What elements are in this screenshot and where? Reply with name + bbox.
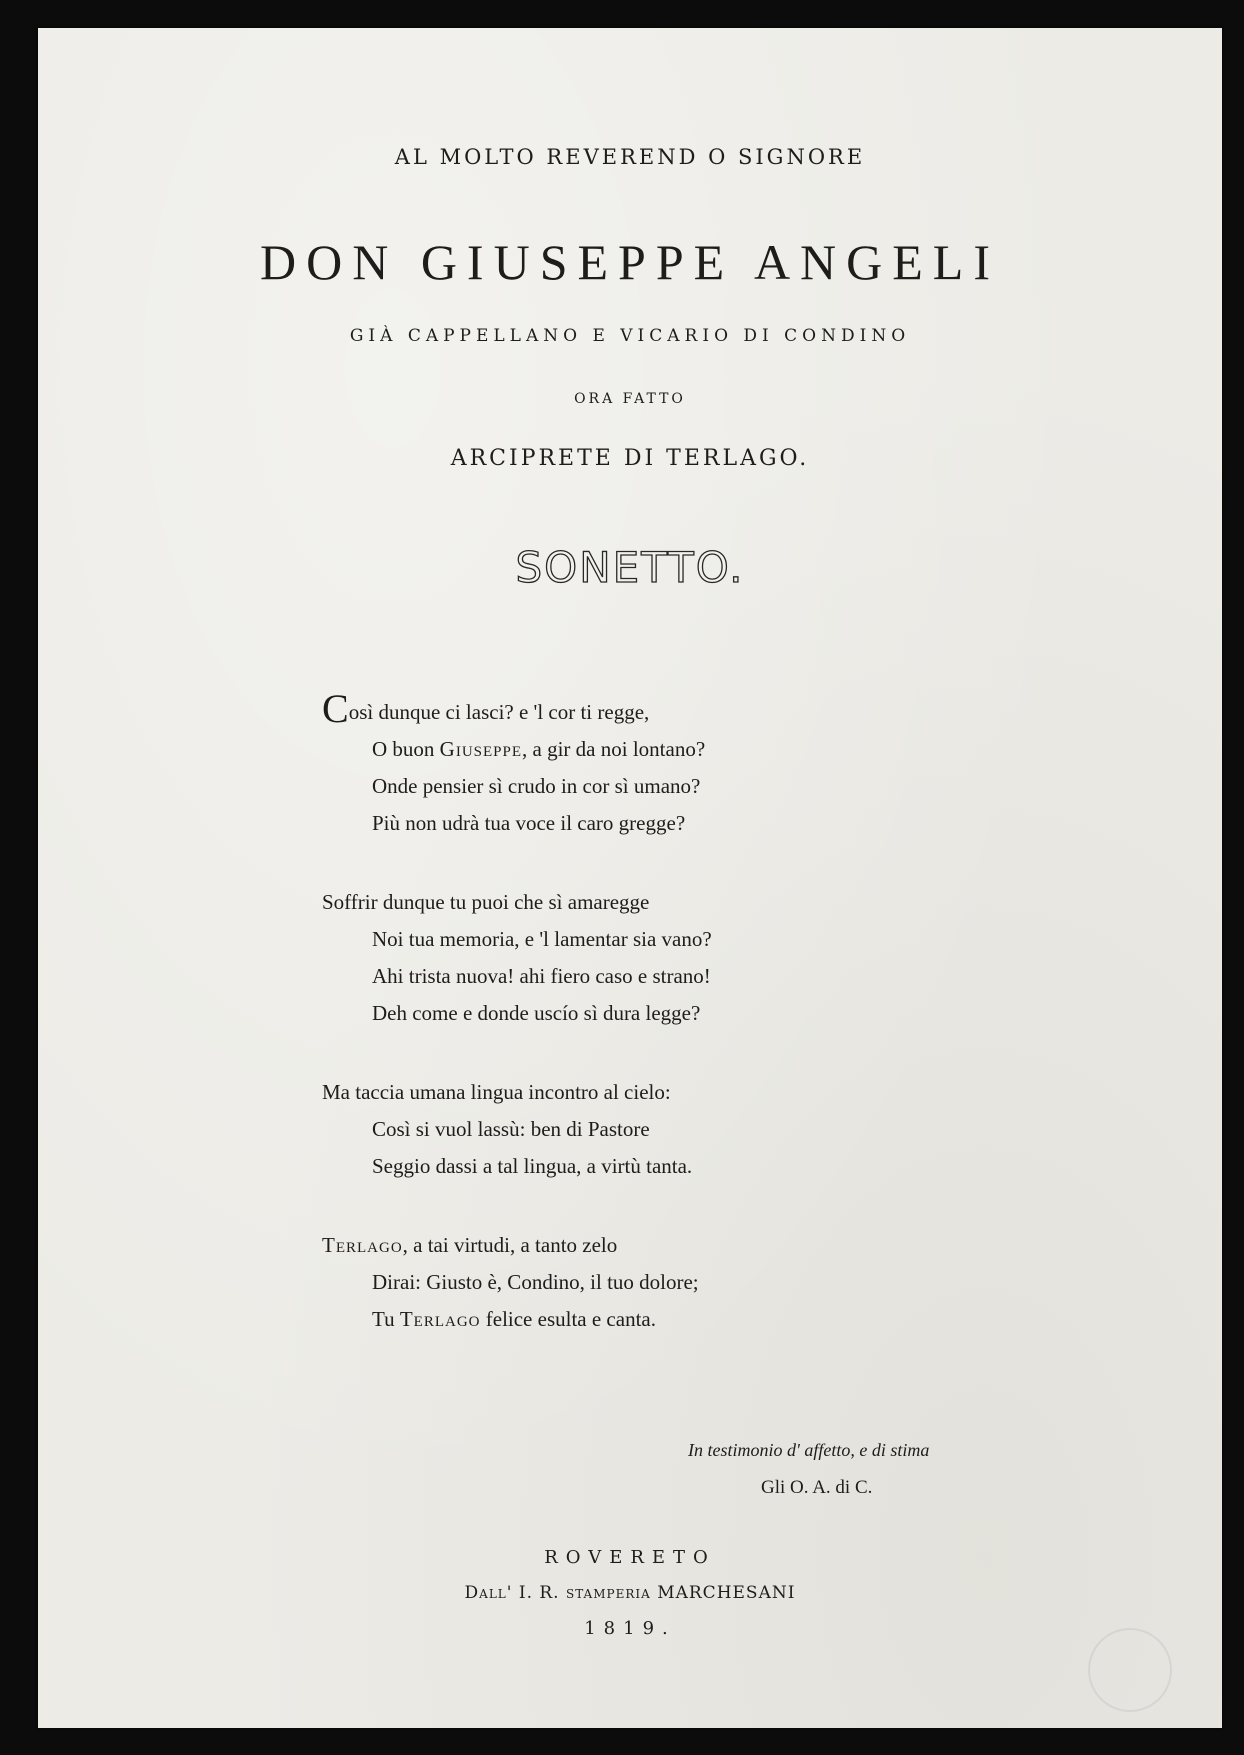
- name-small-caps: Giuseppe: [439, 737, 523, 761]
- poem-line: Noi tua memoria, e 'l lamentar sia vano?: [372, 927, 712, 951]
- tercet-1: [322, 1074, 712, 1185]
- imprint-printer-prefix: Dall' I. R. stamperia: [464, 1583, 658, 1603]
- poem-line: Dirai: Giusto è, Condino, il tuo dolore;: [372, 1270, 699, 1294]
- poem-line-text: , a tai virtudi, a tanto zelo: [402, 1233, 618, 1257]
- imprint-city: ROVERETO: [544, 1547, 716, 1568]
- poem-line: Così si vuol lassù: ben di Pastore: [372, 1117, 650, 1141]
- poem-line-text: Tu: [372, 1307, 400, 1331]
- drop-cap: C: [322, 686, 349, 731]
- now-made-line: ORA FATTO: [574, 391, 686, 407]
- poem-line-text: felice esulta e canta.: [480, 1307, 656, 1331]
- quatrain-2: [322, 884, 712, 1032]
- imprint-year: 1819.: [584, 1618, 676, 1639]
- honoree-name: DON GIUSEPPE ANGELI: [260, 234, 1000, 290]
- tercet-2: [322, 1227, 712, 1338]
- new-office: ARCIPRETE DI TERLAGO.: [450, 446, 810, 471]
- former-office: GIÀ CAPPELLANO E VICARIO DI CONDINO: [349, 326, 911, 346]
- printed-sheet: [38, 28, 1222, 1728]
- poem-line: Deh come e donde uscío sì dura legge?: [372, 1001, 701, 1025]
- poem-line: Ma taccia umana lingua incontro al cielo:: [322, 1080, 671, 1104]
- name-small-caps: Terlago: [399, 1307, 481, 1331]
- poem-line-text: osì dunque ci lasci? e 'l cor ti regge,: [348, 700, 650, 724]
- poem-line: Soffrir dunque tu puoi che sì amaregge: [322, 890, 650, 914]
- name-small-caps: Terlago: [322, 1233, 403, 1257]
- sonnet-body: [322, 686, 712, 1380]
- poem-line: Seggio dassi a tal lingua, a virtù tanta.: [372, 1154, 693, 1178]
- sonnet-title: SONETTO.: [515, 543, 745, 592]
- poem-line: [322, 1301, 712, 1338]
- poem-line: [322, 1227, 712, 1264]
- poem-line: Più non udrà tua voce il caro gregge?: [372, 811, 686, 835]
- poem-line: [322, 686, 712, 731]
- faint-library-stamp: [1088, 1628, 1172, 1712]
- poem-line: [322, 731, 712, 768]
- poem-line-text: , a gir da noi lontano?: [522, 737, 706, 761]
- printer-name: MARCHESANI: [657, 1583, 796, 1603]
- poem-line: Onde pensier sì crudo in cor sì umano?: [372, 774, 701, 798]
- quatrain-1: [322, 686, 712, 842]
- dedication-line: AL MOLTO REVEREND O SIGNORE: [394, 145, 866, 169]
- poem-line-text: O buon: [372, 737, 440, 761]
- signature: Gli O. A. di C.: [761, 1477, 873, 1498]
- imprint-printer: [38, 1583, 1222, 1603]
- poem-line: Ahi trista nuova! ahi fiero caso e strano!: [372, 964, 711, 988]
- closing-dedication: In testimonio d' affetto, e di stima: [688, 1440, 930, 1460]
